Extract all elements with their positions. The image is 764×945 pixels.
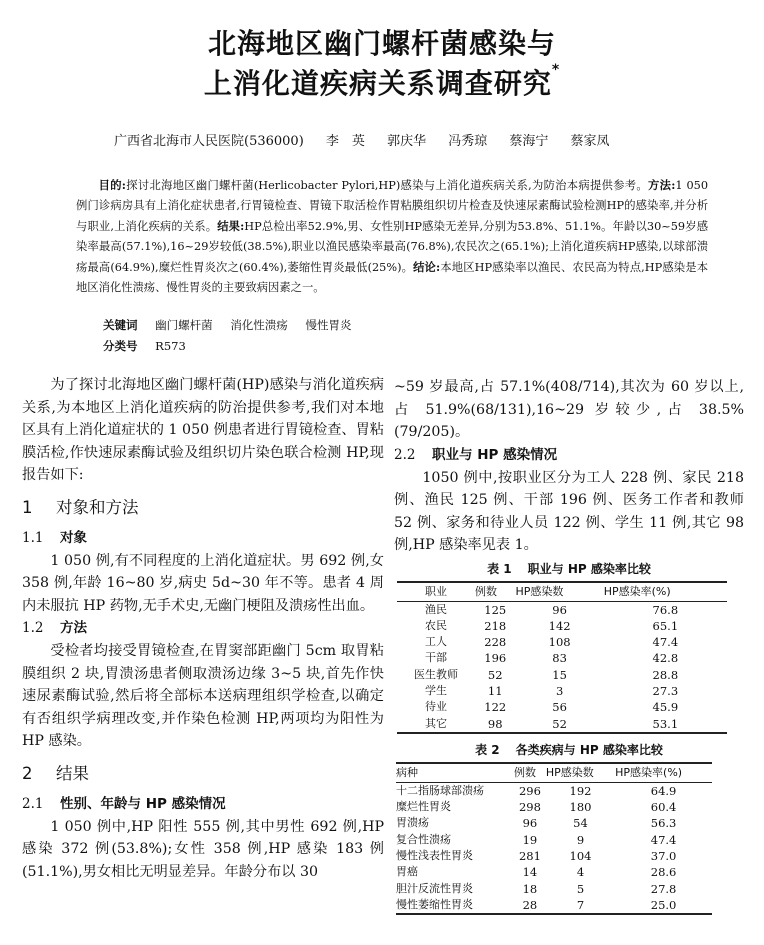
subsection-heading-1-2: 1.2 方法 [22, 620, 87, 636]
table2-caption: 表 2 各类疾病与 HP 感染率比较 [475, 742, 663, 757]
table-header-row [396, 763, 712, 783]
table-cell: 15 [552, 667, 567, 682]
keyword: 慢性胃炎 [305, 318, 352, 332]
table-cell: 281 [518, 849, 541, 864]
table-cell: 47.4 [652, 635, 679, 650]
table-cell: 83 [552, 651, 567, 666]
table-cell: 渔民 [425, 602, 447, 616]
table-cell: 52 [487, 667, 503, 682]
institution: 广西省北海市人民医院(536000) [114, 134, 304, 149]
table-cell: 5 [576, 881, 585, 896]
table-row [396, 848, 712, 864]
results-text: HP总检出率52.9%,男、女性别HP感染无差异,分别为53.8%、51.1%。年龄以30~59岁感染率最高(57.1%),16~29岁较低(38.5%),职业以渔民感染率最高(76.8%),农民次之(65.1%);上消化道疾病HP感染,以球部溃疡最高(64.9%),糜烂性胃炎次之(60.4%),萎缩性胃炎最低(25%)。 [76, 220, 709, 274]
table-cell: 学生 [425, 683, 447, 697]
classification [103, 338, 186, 354]
subsection-heading-2-1: 2.1 性别、年龄与 HP 感染情况 [22, 795, 226, 812]
author: 郭庆华 [387, 134, 427, 149]
table-cell: 农民 [425, 618, 447, 632]
section-heading-2: 2 结果 [22, 763, 89, 783]
sex-age-paragraph-continued: ~59 岁最高,占 57.1%(408/714),其次为 60 岁以上,占 51.9%(68/131),16~29 岁较少,占 38.5%(79/205)。 [394, 379, 744, 440]
subsection-heading-2-2: 2.2 职业与 HP 感染情况 [394, 446, 558, 463]
table-row [396, 799, 712, 815]
table-row [396, 897, 712, 914]
table-cell: 工人 [425, 635, 447, 649]
keyword: 消化性溃疡 [230, 318, 288, 332]
table-cell: 56.3 [650, 816, 677, 831]
table-row [397, 650, 727, 666]
table2-disease [396, 762, 712, 915]
table-cell: 196 [484, 651, 507, 666]
section-heading-1: 1 对象和方法 [22, 497, 139, 517]
subsection-heading-1-1: 1.1 对象 [22, 529, 87, 546]
table-cell: 64.9 [650, 783, 677, 798]
table-cell: 45.9 [652, 700, 679, 715]
table-row [397, 683, 727, 699]
column-header: HP感染数 [545, 765, 594, 779]
table-cell: 54 [573, 816, 588, 831]
table-cell: 52 [552, 716, 567, 731]
objective-text: 探讨北海地区幽门螺杆菌(Herlicobacter Pylori,HP)感染与上消化道疾病关系,为防治本病提供参考。 [125, 179, 648, 192]
table-cell: 9 [576, 832, 585, 847]
sex-age-paragraph: 1 050 例中,HP 阳性 555 例,其中男性 692 例,HP 感染 372 例(53.8%);女性 358 例,HP 感染 183 例(51.1%),男女相比无明显差异。年龄分布以 30 [22, 818, 384, 880]
author: 蔡海宁 [509, 134, 549, 149]
table-cell: 142 [548, 618, 571, 633]
table-row [396, 832, 712, 848]
subjects-paragraph: 1 050 例,有不同程度的上消化道症状。男 692 例,女 358 例,年龄 16~80 岁,病史 5d~30 年不等。患者 4 周内未服抗 HP 药物,无手术史,无幽门梗阻及溃疡性出血。 [22, 552, 384, 614]
table-cell: 25.0 [650, 897, 677, 912]
classification-value: R573 [155, 339, 186, 353]
table1-caption: 表 1 职业与 HP 感染率比较 [487, 561, 651, 576]
right-column [394, 376, 744, 915]
table-cell: 218 [484, 618, 507, 633]
column-header: 例数 [475, 584, 497, 598]
abstract [76, 175, 708, 298]
table-cell: 慢性浅表性胃炎 [396, 849, 473, 863]
table-cell: 7 [576, 897, 585, 912]
table-cell: 298 [518, 800, 541, 815]
table-cell: 18 [522, 881, 538, 896]
keywords-label: 关键词 [103, 318, 138, 332]
table1-occupation [397, 581, 727, 734]
table-cell: 65.1 [652, 618, 679, 633]
keyword: 幽门螺杆菌 [155, 318, 213, 332]
intro-paragraph: 为了探讨北海地区幽门螺杆菌(HP)感染与消化道疾病关系,为本地区上消化道疾病的防治提供参考,我们对本地区具有上消化道症状的 1 050 例患者进行胃镜检查、胃粘膜活检,作快速尿素酶试验及组织切片染色联合检测 HP,现报告如下: [22, 377, 384, 483]
affiliation-line [114, 130, 628, 149]
column-header: 病种 [396, 765, 418, 779]
table-cell: 4 [576, 865, 585, 880]
keywords [103, 317, 365, 333]
conclusion-text: 本地区HP感染率以渔民、农民高为特点,HP感染是本地区消化性溃疡、慢性胃炎的主要致病因素之一。 [76, 261, 708, 294]
table-cell: 27.3 [652, 683, 679, 698]
table-cell: 复合性溃疡 [396, 832, 451, 846]
table-row [396, 815, 712, 831]
paper-title-line2: 上消化道疾病关系调查研究* [203, 62, 561, 100]
table-header-row [397, 582, 727, 602]
table-cell: 122 [484, 700, 507, 715]
methods-text: 1 050 例门诊病房具有上消化症状患者,行胃镜检查、胃镜下取活检作胃粘膜组织切片检查及快速尿素酶试验检测HP的感染率,并分析与职业,上消化疾病的关系。 [76, 179, 709, 233]
table-cell: 胃溃疡 [396, 816, 429, 830]
column-header: 职业 [425, 584, 447, 598]
table-cell: 27.8 [650, 881, 677, 896]
table-row [397, 667, 727, 683]
column-header: HP感染率(%) [603, 584, 671, 598]
table-cell: 14 [522, 865, 538, 880]
column-header: HP感染率(%) [615, 765, 683, 779]
table-cell: 慢性萎缩性胃炎 [396, 897, 473, 911]
table-cell: 37.0 [650, 849, 677, 864]
table-cell: 其它 [425, 716, 447, 730]
table-cell: 3 [555, 683, 564, 698]
table-cell: 192 [569, 783, 592, 798]
column-header: HP感染数 [515, 584, 564, 598]
table-cell: 53.1 [652, 716, 679, 731]
table-cell: 228 [484, 635, 507, 650]
objective-label: 目的: [98, 178, 126, 192]
table-row [397, 699, 727, 715]
classification-label: 分类号 [103, 339, 138, 353]
left-column [22, 374, 384, 883]
table-row [397, 634, 727, 650]
table-cell: 56 [552, 700, 567, 715]
methods-paragraph: 受检者均接受胃镜检查,在胃窦部距幽门 5cm 取胃粘膜组织 2 块,胃溃汤患者侧取溃汤边缘 3~5 块,首先作快速尿素酶试验,然后将全部标本送病理组织学检查,以确定有否组织学病理改变,并作染色检测 HP,两项均为阳性为 HP 感染。 [22, 643, 384, 749]
table-cell: 98 [487, 716, 503, 731]
table-row [397, 716, 727, 733]
table-row [397, 618, 727, 634]
table-cell: 76.8 [652, 602, 679, 617]
footnote-mark: * [551, 62, 561, 78]
table-cell: 104 [569, 849, 592, 864]
table-cell: 47.4 [650, 832, 677, 847]
table-cell: 28 [522, 897, 538, 912]
table-cell: 28.8 [652, 667, 679, 682]
table-cell: 125 [484, 602, 507, 617]
table-cell: 19 [522, 832, 538, 847]
column-header: 例数 [514, 765, 536, 779]
table-cell: 干部 [425, 651, 447, 665]
table-cell: 96 [552, 602, 567, 617]
results-label: 结果: [217, 219, 245, 233]
occupation-paragraph: 1050 例中,按职业区分为工人 228 例、家民 218 例、渔民 125 例、干部 196 例、医务工作者和教师 52 例、家务和待业人员 122 例、学生 11 例,其它 98 例,HP 感染率见表 1。 [394, 469, 744, 553]
table-cell: 11 [487, 683, 503, 698]
author: 蔡家凤 [570, 134, 610, 149]
table-cell: 胆汁反流性胃炎 [396, 881, 473, 895]
table-cell: 糜烂性胃炎 [396, 800, 451, 814]
table-cell: 医生教师 [414, 667, 458, 681]
table-cell: 28.6 [650, 865, 677, 880]
table-row [396, 881, 712, 897]
table-cell: 60.4 [650, 800, 677, 815]
table-row [397, 601, 727, 618]
table-cell: 96 [522, 816, 538, 831]
author: 冯秀琼 [448, 134, 488, 149]
table-cell: 296 [518, 783, 541, 798]
table-cell: 十二指肠球部溃疡 [396, 783, 484, 797]
methods-label: 方法: [648, 178, 676, 192]
table-cell: 待业 [425, 700, 447, 714]
table-row [396, 864, 712, 880]
paper-title-line1: 北海地区幽门螺杆菌感染与 [207, 27, 556, 60]
table-cell: 42.8 [652, 651, 679, 666]
table-cell: 180 [569, 800, 592, 815]
author: 李 英 [325, 134, 365, 149]
conclusion-label: 结论: [413, 260, 441, 274]
table-cell: 胃癌 [396, 865, 418, 879]
table-cell: 108 [548, 635, 571, 650]
table-row [396, 782, 712, 799]
